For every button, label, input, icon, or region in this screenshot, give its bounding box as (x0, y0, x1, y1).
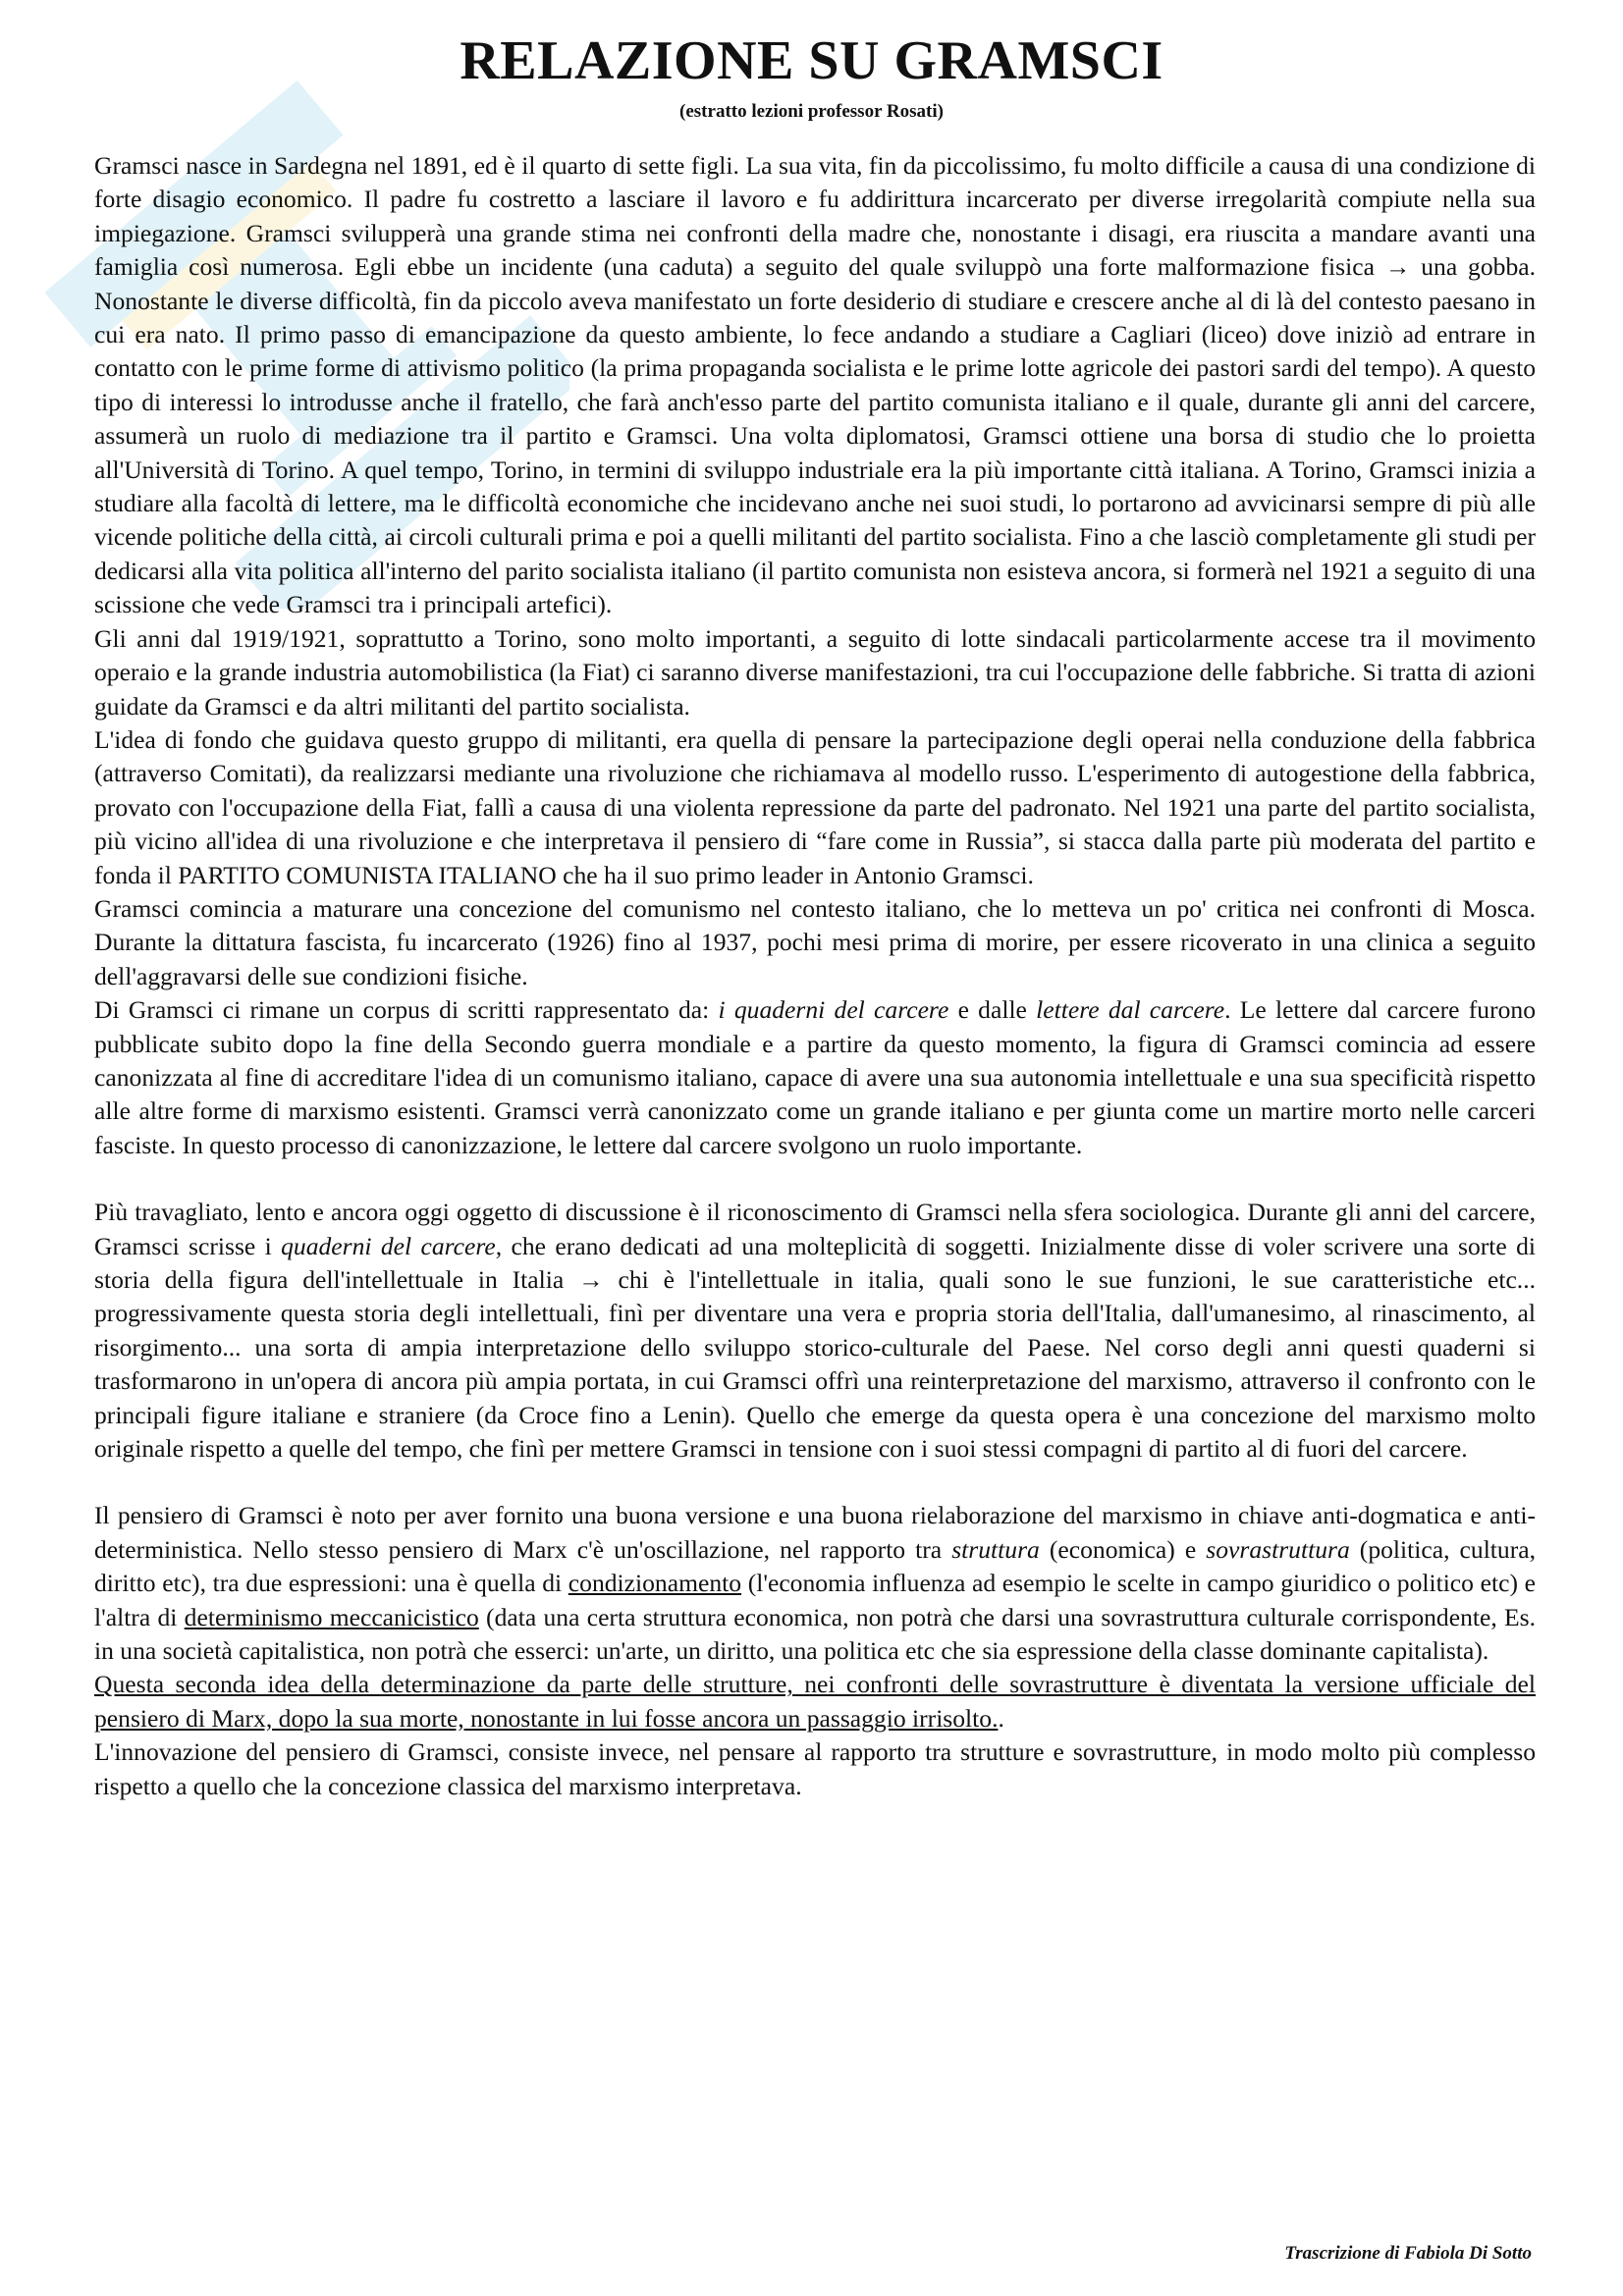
transcription-credit: Trascrizione di Fabiola Di Sotto (1284, 2243, 1532, 2264)
paragraph-militants: L'idea di fondo che guidava questo gruppo di militanti, era quella di pensare la partecipazione degli operai nella conduzione della fabbrica (attraverso Comitati), da realizzarsi mediante una rivoluzione che richiamava al modello russo. L'esperimento di autogestione della fabbrica, provato con l'occupazione della Fiat, fallì a causa di una violenta repressione da parte del padronato. Nel 1921 una parte del partito socialista, più vicino all'idea di una rivoluzione e che interpretava il pensiero di “fare come in Russia”, si stacca dalla parte più moderata del partito e fonda il PARTITO COMUNISTA ITALIANO che ha il suo primo leader in Antonio Gramsci. (94, 724, 1536, 889)
page-subtitle: (estratto lezioni professor Rosati) (679, 101, 944, 122)
paragraph-gap (94, 1466, 1536, 1499)
paragraph-writings: Di Gramsci ci rimane un corpus di scritti rappresentato da: i quaderni del carcere e dalle lettere dal carcere. Le lettere dal carcere furono pubblicate subito dopo la fine della Secondo guerra mondiale e a partire da questo momento, la figura di Gramsci comincia ad essere canonizzata al fine di accreditare l'idea di un comunismo italiano, capace di avere una sua autonomia intellettuale e una sua specificità rispetto alle altre forme di marxismo esistenti. Gramsci verrà canonizzato come un grande italiano e per giunta come un martire morto nelle carceri fasciste. In questo processo di canonizzazione, le lettere dal carcere svolgono un ruolo importante. (94, 995, 1536, 1159)
paragraph-innovation: L'innovazione del pensiero di Gramsci, consiste invece, nel pensare al rapporto tra strutture e sovrastrutture, in modo molto più complesso rispetto a quello che la concezione classica del marxismo interpretava. (94, 1737, 1536, 1800)
paragraph-marxism: Il pensiero di Gramsci è noto per aver fornito una buona versione e una buona rielaborazione del marxismo in chiave anti-dogmatica e anti-deterministica. Nello stesso pensiero di Marx c'è un'oscillazione, nel rapporto tra struttura (economica) e sovrastruttura (politica, cultura, diritto etc), tra due espressioni: una è quella di condizionamento (l'economia influenza ad esempio le scelte in campo giuridico o politico etc) e l'altra di determinismo meccanicistico (data una certa struttura economica, non potrà che darsi una sovrastruttura culturale corrispondente, Es. in una società capitalistica, non potrà che esserci: un'arte, un diritto, una politica etc che sia espressione della classe dominante capitalista). (94, 1501, 1537, 1666)
paragraph-underlined-thesis: Questa seconda idea della determinazione da parte delle strutture, nei confronti delle sovrastrutture è diventata la versione ufficiale del pensiero di Marx, dopo la sua morte, nonostante in lui fosse ancora un passaggio irrisolto.. (94, 1670, 1536, 1733)
paragraph-biography: Gramsci nasce in Sardegna nel 1891, ed è il quarto di sette figli. La sua vita, fin da piccolissimo, fu molto difficile a causa di una condizione di forte disagio economico. Il padre fu costretto a lasciare il lavoro e fu addirittura incarcerato per diverse irregolarità compiute nella sua impiegazione. Gramsci svilupperà una grande stima nei confronti della madre che, nonostante i disagi, era riuscita a mandare avanti una famiglia così numerosa. Egli ebbe un incidente (una caduta) a seguito del quale sviluppò una forte malformazione fisica → una gobba. Nonostante le diverse difficoltà, fin da piccolo aveva manifestato un forte desiderio di studiare e crescere anche al di là del contesto paesano in cui era nato. Il primo passo di emancipazione da questo ambiente, lo fece andando a studiare a Cagliari (liceo) dove iniziò ad entrare in contatto con le prime forme di attivismo politico (la prima propaganda socialista e le prime lotte agricole dei pastori sardi del tempo). A questo tipo di interessi lo introdusse anche il fratello, che farà anch'esso parte del partito comunista italiano e il quale, durante gli anni del carcere, assumerà un ruolo di mediazione tra il partito e Gramsci. Una volta diplomatosi, Gramsci ottiene una borsa di studio che lo proietta all'Università di Torino. A quel tempo, Torino, in termini di sviluppo industriale era la più importante città italiana. A Torino, Gramsci inizia a studiare alla facoltà di lettere, ma le difficoltà economiche che incidevano anche nei suoi studi, lo portarono ad avvicinarsi sempre di più alle vicende politiche della città, ai circoli culturali prima e poi a quelli militanti del partito socialista. Fino a che lasciò completamente gli studi per dedicarsi alla vita politica all'interno del parito socialista italiano (il partito comunista non esisteva ancora, si formerà nel 1921 a seguito di una scissione che vede Gramsci tra i principali artefici). (94, 151, 1536, 619)
italic-term: sovrastruttura (1206, 1534, 1350, 1564)
italic-term: struttura (951, 1534, 1040, 1564)
italic-title: i quaderni del carcere (718, 995, 949, 1025)
paragraph-gap (94, 1162, 1536, 1196)
underlined-term: condizionamento (568, 1569, 742, 1598)
page-title: RELAZIONE SU GRAMSCI (460, 30, 1163, 91)
paragraph-imprisonment: Gramsci comincia a maturare una concezione del comunismo nel contesto italiano, che lo metteva un po' critica nei confronti di Mosca. Durante la dittatura fascista, fu incarcerato (1926) fino al 1937, pochi mesi prima di morire, per essere ricoverato in una clinica a seguito dell'aggravarsi delle sue condizioni fisiche. (94, 893, 1536, 990)
italic-title: lettere dal carcere (1036, 995, 1225, 1025)
paragraph-turin-years: Gli anni dal 1919/1921, soprattutto a Torino, sono molto importanti, a seguito di lotte sindacali particolarmente accese tra il movimento operaio e la grande industria automobilistica (la Fiat) ci saranno diverse manifestazioni, tra cui l'occupazione delle fabbriche. Si tratta di azioni guidate da Gramsci e da altri militanti del partito socialista. (94, 623, 1536, 721)
paragraph-sociology: Più travagliato, lento e ancora oggi oggetto di discussione è il riconoscimento di Gramsci nella sfera sociologica. Durante gli anni del carcere, Gramsci scrisse i quaderni del carcere, che erano dedicati ad una molteplicità di soggetti. Inizialmente disse di voler scrivere una sorte di storia della figura dell'intellettuale in Italia → chi è l'intellettuale in italia, quali sono le sue funzioni, le sue caratteristiche etc... progressivamente questa storia degli intellettuali, finì per diventare una vera e propria storia dell'Italia, dall'umanesimo, al rinascimento, al risorgimento... una sorta di ampia interpretazione dello sviluppo storico-culturale del Paese. Nel corso degli anni questi quaderni si trasformarono in un'opera di ancora più ampia portata, in cui Gramsci offrì una reinterpretazione del marxismo, attraverso il confronto con le principali figure italiane e straniere (da Croce fino a Lenin). Quello che emerge da questa opera è una concezione del marxismo molto originale rispetto a quelle del tempo, che finì per mettere Gramsci in tensione con i suoi stessi compagni di partito al di fuori del carcere. (94, 1198, 1536, 1464)
document-body (94, 149, 1536, 1803)
underlined-term: determinismo meccanicistico (184, 1602, 479, 1631)
italic-title: quaderni del carcere, (281, 1231, 503, 1260)
